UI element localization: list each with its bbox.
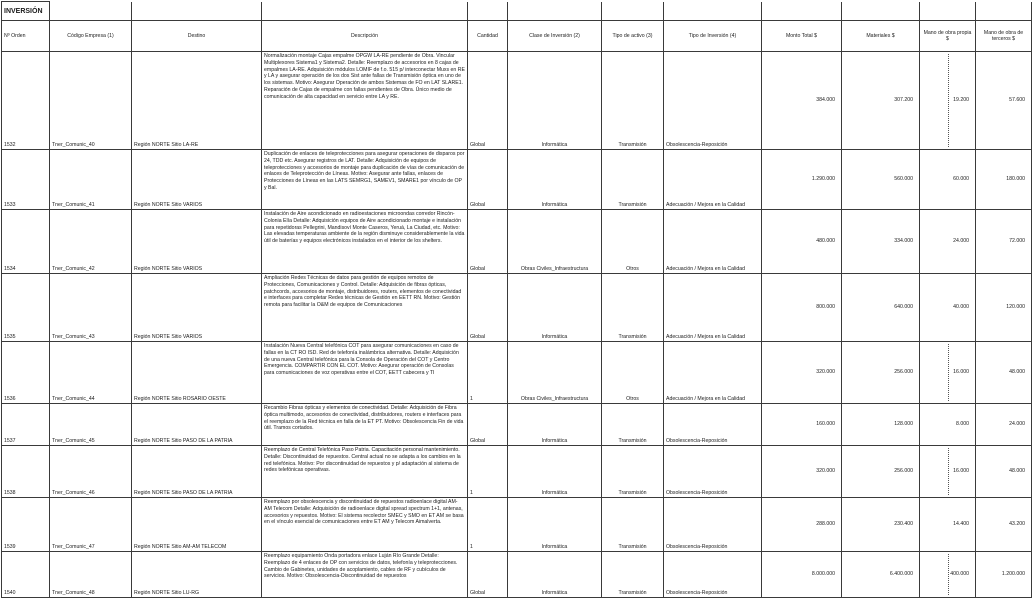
cell-tipo-activo: Transmisión (602, 150, 664, 210)
cell-cantidad: Global (468, 274, 508, 342)
cell-clase: Informática (508, 498, 602, 552)
cell-materiales: 128.000 (842, 404, 920, 446)
cell-orden: 1533 (2, 150, 50, 210)
cell-codigo: Tner_Comunic_44 (50, 342, 132, 404)
cell-mano-terceros: 48.000 (976, 342, 1032, 404)
cell-orden: 1532 (2, 52, 50, 150)
cell-codigo: Tner_Comunic_46 (50, 446, 132, 498)
cell-materiales: 334.000 (842, 210, 920, 274)
cell-tipo-inversion: Obsolescencia-Reposición (664, 52, 762, 150)
cell-descripcion: Reemplazo equipamiento Onda portadora enlace Luján Río Grande Detalle: Reemplazo de 4 enlaces de OP con servicios de datos, telefonía y teleprotecciones. Cambio de Gabinetes, unidades de acoplamiento, cables de RF y cubículos de servicios. Motivo: Obsolescencia-Discontinuidad de repuestos (262, 552, 468, 598)
cell-materiales: 560.000 (842, 150, 920, 210)
cell-mano-propia: 14.400 (920, 498, 976, 552)
header-monto-total: Monto Total $ (762, 21, 842, 52)
table-row (2, 404, 1032, 446)
header-materiales: Materiales $ (842, 21, 920, 52)
cell-mano-terceros: 180.000 (976, 150, 1032, 210)
cell-descripcion: Recambio Fibras ópticas y elementos de conectividad. Detalle: Adquisición de Fibra óptica multimodo, accesorios de conectividad, distribuidores, routers e interfaces para el reemplazo de la Red técnica en falla de la ET PT. Motivo: Obsolescencia Fin de vida útil. Tramos cortados. (262, 404, 468, 446)
cell-descripcion: Instalación Nueva Central telefónica COT para asegurar comunicaciones en caso de fallas en la CT RO ISD. Red de telefonía inalámbrica alternativa. Detalle: Adquisición de una nueva Central telefónica para la Consola de Operación del COT y Centro Emergencia. COMPARTIR CON EL COT. Motivo: Asegurar operación de Consolas para comunicaciones de voz operativas entre el COT, EETT cabecera y TI (262, 342, 468, 404)
cell-tipo-activo: Transmisión (602, 404, 664, 446)
cell-orden: 1535 (2, 274, 50, 342)
cell-descripcion: Instalación de Aire acondicionado en radioestaciones microondas corredor Rincón-Colonia Elía Detalle: Adquisición equipos de Aire acondicionado montaje e instalación para repetidoras Pellegrini, Mandisoví Monte Caseros, Yeruá, La Ciudad, etc. Motivo: Las elevadas temperaturas ambiente de la región disminuye considerablemente la vida útil de baterías y equipos electrónicos instalados en el interior de los shelters. (262, 210, 468, 274)
cell-materiales: 256.000 (842, 342, 920, 404)
cell-mano-propia (920, 342, 976, 404)
cell-clase: Obras Civiles_Infraestructura (508, 210, 602, 274)
investment-sheet (1, 1, 1031, 597)
cell-tipo-inversion: Adecuación / Mejora en la Calidad (664, 274, 762, 342)
cell-tipo-activo: Transmisión (602, 274, 664, 342)
cell-materiales: 640.000 (842, 274, 920, 342)
cell-destino: Región NORTE Sitio PASO DE LA PATRIA (132, 404, 262, 446)
cell-cantidad: Global (468, 52, 508, 150)
cell-tipo-activo: Transmisión (602, 552, 664, 598)
cell-mano-propia (920, 52, 976, 150)
cell-orden: 1538 (2, 446, 50, 498)
cell-orden: 1539 (2, 498, 50, 552)
cell-tipo-inversion: Adecuación / Mejora en la Calidad (664, 150, 762, 210)
cell-destino: Región NORTE Sitio AM-AM TELECOM (132, 498, 262, 552)
cell-monto-total: 480.000 (762, 210, 842, 274)
header-clase: Clase de Inversión (2) (508, 21, 602, 52)
cell-destino: Región NORTE Sitio LU-RG (132, 552, 262, 598)
header-mano-propia: Mano de obra propia $ (920, 21, 976, 52)
cell-cantidad: 1 (468, 498, 508, 552)
cell-cantidad: 1 (468, 446, 508, 498)
cell-mano-terceros: 120.000 (976, 274, 1032, 342)
cell-tipo-activo: Otros (602, 342, 664, 404)
cell-tipo-activo: Transmisión (602, 52, 664, 150)
cell-monto-total: 8.000.000 (762, 552, 842, 598)
cell-mano-propia (920, 446, 976, 498)
header-row (2, 21, 1032, 52)
cell-monto-total: 160.000 (762, 404, 842, 446)
header-tipo-activo: Tipo de activo (3) (602, 21, 664, 52)
cell-orden: 1540 (2, 552, 50, 598)
cell-monto-total: 320.000 (762, 446, 842, 498)
cell-cantidad: Global (468, 552, 508, 598)
cell-tipo-activo: Transmisión (602, 446, 664, 498)
cell-orden: 1536 (2, 342, 50, 404)
cell-descripcion: Ampliación Redes Técnicas de datos para gestión de equipos remotos de Protecciones, Comunicaciones y Control. Detalle: Adquisición de fibras ópticas, patchcords, accesorios de montaje, distribuidores, routers, elementos de conectividad e interfaces para completar Redes técnicas de Gestión en EETT RN. Motivo: Gestión remota para facilitar la O&M de equipos de Comunicaciones (262, 274, 468, 342)
header-tipo-inversion: Tipo de Inversión (4) (664, 21, 762, 52)
cell-mano-terceros: 48.000 (976, 446, 1032, 498)
cell-codigo: Tner_Comunic_42 (50, 210, 132, 274)
cell-clase: Informática (508, 552, 602, 598)
cell-tipo-activo: Transmisión (602, 498, 664, 552)
cell-orden: 1534 (2, 210, 50, 274)
mano-propia-value: 400.000 (950, 571, 969, 578)
cell-monto-total: 384.000 (762, 52, 842, 150)
cell-materiales: 256.000 (842, 446, 920, 498)
cell-cantidad: Global (468, 150, 508, 210)
cell-monto-total: 320.000 (762, 342, 842, 404)
cell-descripcion: Reemplazo por obsolescencia y discontinuidad de repuestos radioenlace digital AM-AM Telecom Detalle: Adquisición de radioenlace digital spread spectrum 1+1, antenas, accesorios y repuestos. Motivo: El sistema recolector SMEC y SMO en ET AM se basa en el vínculo esencial de comunicaciones entre ET AM y Telecom Aimalverta. (262, 498, 468, 552)
cell-descripcion: Duplicación de enlaces de teleprotecciones para asegurar operaciones de disparos por 24, TDD etc. Asegurar registros de LAT. Detalle: Adquisición de equipos de teleprotecciones y accesorios de montaje para duplicación de vías de comunicación de enlaces de Teleprotección de Líneas. Motivo: Asegurar ante fallas, enlaces de Protecciones de Líneas en las LATS SEMRG1, SAMEV1, SMARE1 por vínculo de OP y Bal. (262, 150, 468, 210)
cell-clase: Informática (508, 150, 602, 210)
cell-clase: Obras Civiles_Infraestructura (508, 342, 602, 404)
cell-mano-terceros: 72.000 (976, 210, 1032, 274)
cell-cantidad: Global (468, 404, 508, 446)
cell-orden: 1537 (2, 404, 50, 446)
cell-codigo: Tner_Comunic_47 (50, 498, 132, 552)
table-row (2, 52, 1032, 150)
cell-destino: Región NORTE Sitio VARIOS (132, 210, 262, 274)
title-row (2, 2, 1032, 21)
cell-destino: Región NORTE Sitio VARIOS (132, 150, 262, 210)
cell-descripcion: Normalización montaje Cajas empalme OPGW LA-RE pendiente de Obra. Vincular Multiplexores Sistema1 y Sistema2. Detalle: Reemplazo de accesorios en 8 cajas de empalmes LA-RE. Adquisición módulos LOMIF de f.o. 515 p/ interconectar Muxs en RE y LA y asegurar operación de los dos Sist ante fallas de Transmisión óptica en uno de los sistemas. Motivo: Asegurar Operación de ambos Sistemas de FO en LAT SLARE1. Reparación de Cajas de empalme con fallas pendientes de Obra. Único medio de comunicación de alta capacidad en servicio entre LA y RE. (262, 52, 468, 150)
investment-table (1, 1, 1032, 598)
table-row (2, 342, 1032, 404)
cell-codigo: Tner_Comunic_40 (50, 52, 132, 150)
cell-tipo-inversion: Obsolescencia-Reposición (664, 498, 762, 552)
mano-propia-value: 16.000 (953, 369, 969, 376)
cell-clase: Informática (508, 404, 602, 446)
header-mano-terceros: Mano de obra de terceros $ (976, 21, 1032, 52)
header-orden: Nº Orden (2, 21, 50, 52)
cell-clase: Informática (508, 52, 602, 150)
table-row (2, 274, 1032, 342)
table-row (2, 498, 1032, 552)
header-destino: Destino (132, 21, 262, 52)
cell-codigo: Tner_Comunic_45 (50, 404, 132, 446)
header-codigo: Código Empresa (1) (50, 21, 132, 52)
cell-destino: Región NORTE Sitio PASO DE LA PATRIA (132, 446, 262, 498)
cell-mano-propia: 8.000 (920, 404, 976, 446)
mano-propia-value: 19.200 (953, 97, 969, 104)
cell-materiales: 230.400 (842, 498, 920, 552)
cell-destino: Región NORTE Sitio LA-RE (132, 52, 262, 150)
cell-descripcion: Reemplazo de Central Telefónica Paso Patria. Capacitación personal mantenimiento. Detalle: Discontinuidad de repuestos. Central actual no se adapta a los cambios en la red telefónica. Motivo: Por discontinuidad de repuestos y p/ adaptación al sistema de redes telefónicas operativas. (262, 446, 468, 498)
cell-mano-propia: 60.000 (920, 150, 976, 210)
cell-tipo-inversion: Adecuación / Mejora en la Calidad (664, 210, 762, 274)
mano-propia-value: 16.000 (953, 468, 969, 475)
table-row (2, 446, 1032, 498)
cell-codigo: Tner_Comunic_48 (50, 552, 132, 598)
header-cantidad: Cantidad (468, 21, 508, 52)
cell-clase: Informática (508, 274, 602, 342)
cell-cantidad: 1 (468, 342, 508, 404)
cell-clase: Informática (508, 446, 602, 498)
cell-monto-total: 800.000 (762, 274, 842, 342)
cell-codigo: Tner_Comunic_43 (50, 274, 132, 342)
cell-tipo-inversion: Obsolescencia-Reposición (664, 446, 762, 498)
table-row (2, 210, 1032, 274)
cell-mano-propia: 40.000 (920, 274, 976, 342)
cell-monto-total: 288.000 (762, 498, 842, 552)
cell-mano-terceros: 57.600 (976, 52, 1032, 150)
cell-destino: Región NORTE Sitio ROSARIO OESTE (132, 342, 262, 404)
cell-mano-terceros: 43.200 (976, 498, 1032, 552)
cell-codigo: Tner_Comunic_41 (50, 150, 132, 210)
cell-tipo-inversion: Obsolescencia-Reposición (664, 552, 762, 598)
cell-mano-terceros: 24.000 (976, 404, 1032, 446)
cell-monto-total: 1.290.000 (762, 150, 842, 210)
cell-cantidad: Global (468, 210, 508, 274)
cell-tipo-activo: Otros (602, 210, 664, 274)
cell-tipo-inversion: Obsolescencia-Reposición (664, 404, 762, 446)
section-title: INVERSIÓN (2, 2, 50, 21)
cell-mano-terceros: 1.200.000 (976, 552, 1032, 598)
cell-destino: Región NORTE Sitio VARIOS (132, 274, 262, 342)
header-descripcion: Descripción (262, 21, 468, 52)
cell-mano-propia: 24.000 (920, 210, 976, 274)
cell-materiales: 6.400.000 (842, 552, 920, 598)
cell-tipo-inversion: Adecuación / Mejora en la Calidad (664, 342, 762, 404)
cell-materiales: 307.200 (842, 52, 920, 150)
table-row (2, 150, 1032, 210)
